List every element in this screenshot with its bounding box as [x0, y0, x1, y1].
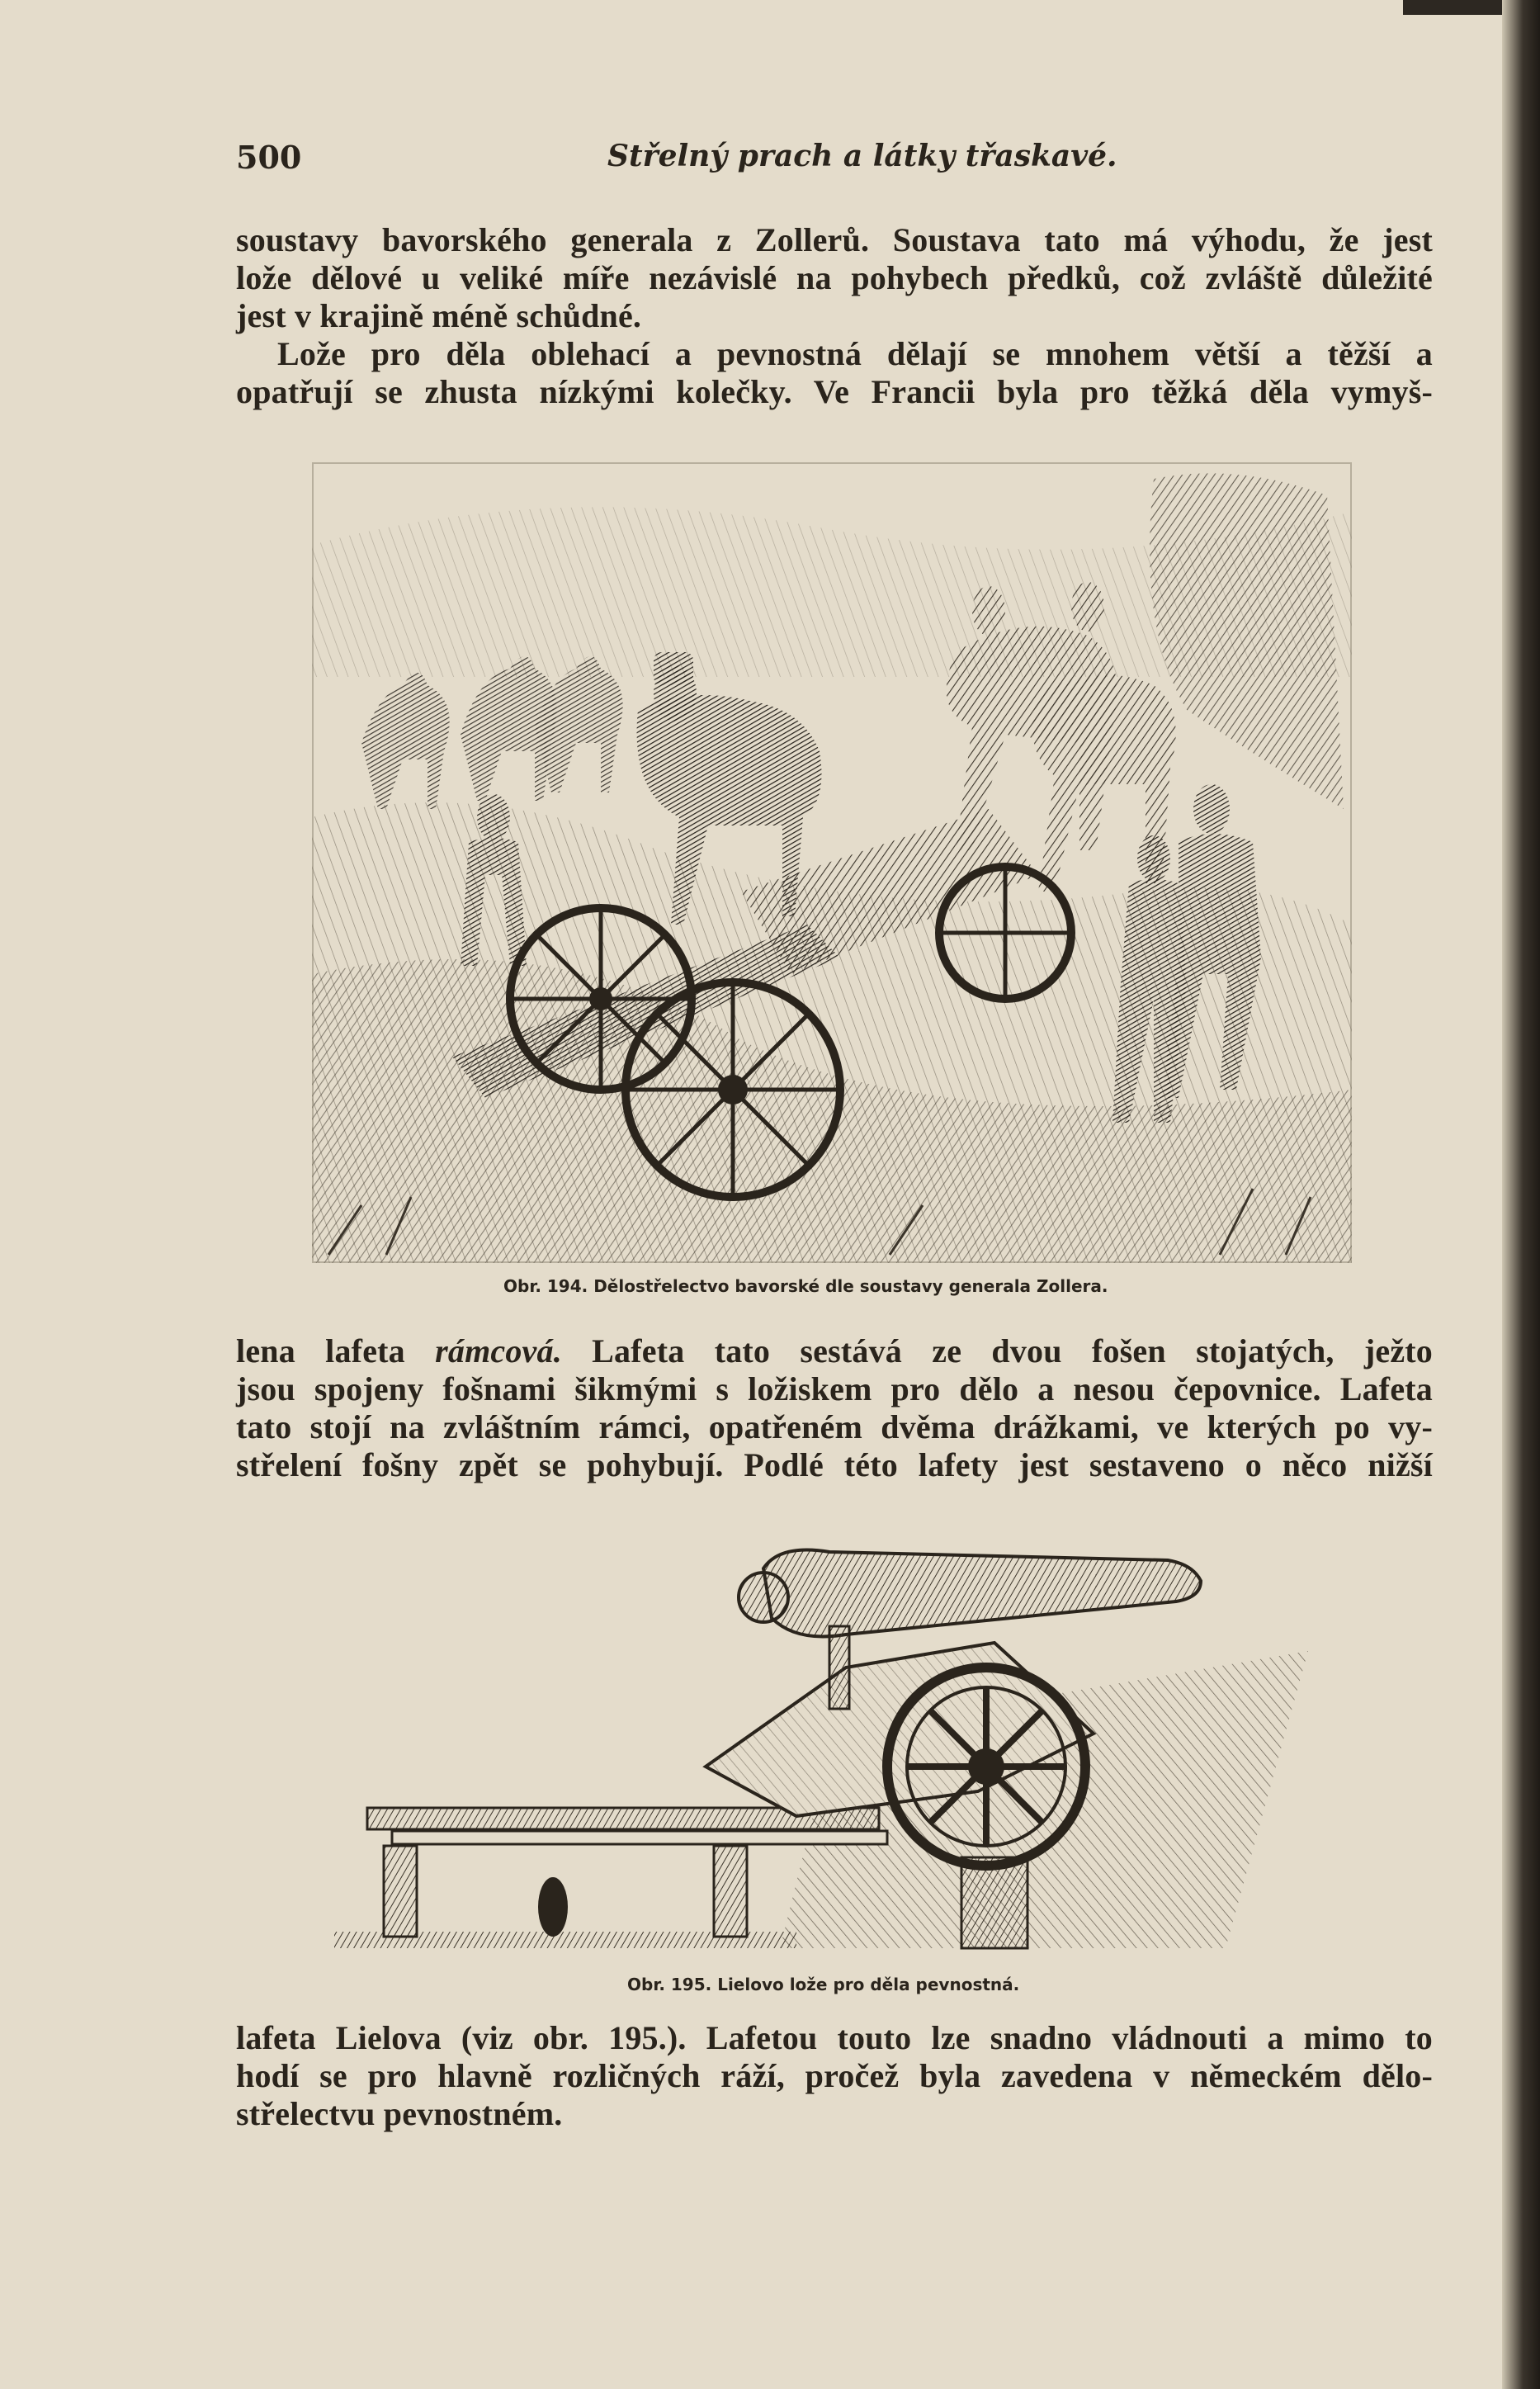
text-line: střelení fošny zpět se pohybují. Podlé této lafety jest sestaveno o něco nižší	[236, 1446, 1433, 1483]
paragraph-3	[236, 1332, 1433, 1484]
text-line: lože dělové u veliké míře nezávislé na pohybech předků, což zvláště důležité	[236, 259, 1433, 296]
figure-194-caption: Obr. 194. Dělostřelectvo bavorské dle soustavy generala Zollera.	[503, 1276, 1108, 1296]
text-line: Lože pro děla oblehací a pevnostná dělají se mnohem větší a těžší a	[277, 335, 1433, 372]
figure-195	[334, 1519, 1333, 1965]
running-title: Střelný prach a látky třaskavé.	[607, 139, 1117, 173]
text-line: hodí se pro hlavně rozličných ráží, pročež byla zavedena v německém dělo-	[236, 2057, 1433, 2094]
page-number: 500	[236, 139, 302, 176]
text-run: Lafeta tato sestává ze dvou fošen stojatých, ježto	[561, 1332, 1433, 1370]
text-line: soustavy bavorského generala z Zollerů. Soustava tato má výhodu, že jest	[236, 221, 1433, 258]
text-run: lena lafeta	[236, 1332, 436, 1370]
text-line: opatřují se zhusta nízkými kolečky. Ve Francii byla pro těžká děla vymyš-	[236, 373, 1433, 410]
text-line: jest v krajině méně schůdné.	[236, 297, 642, 334]
text-line: tato stojí na zvláštním rámci, opatřeném dvěma drážkami, ve kterých po vy-	[236, 1408, 1433, 1445]
paragraph-2	[236, 335, 1433, 411]
text-line: lafeta Lielova (viz obr. 195.). Lafetou touto lze snadno vládnouti a mimo to	[236, 2019, 1433, 2056]
text-line: střelectvu pevnostném.	[236, 2095, 563, 2132]
cannon-carriage-engraving-icon	[334, 1519, 1333, 1965]
paragraph-1	[236, 221, 1433, 335]
emphasis: rámcová.	[435, 1332, 562, 1370]
figure-195-caption: Obr. 195. Lielovo lože pro děla pevnostná.	[627, 1975, 1020, 1994]
running-head	[236, 139, 1449, 180]
text-line: jsou spojeny fošnami šikmými s ložiskem pro dělo a nesou čepovnice. Lafeta	[236, 1370, 1433, 1407]
page-edge	[1502, 0, 1540, 2389]
page-edge-top	[1403, 0, 1502, 15]
artillery-engraving-icon	[312, 462, 1352, 1263]
figure-194	[312, 462, 1352, 1263]
text-line	[236, 1332, 1433, 1370]
paragraph-4	[236, 2019, 1433, 2133]
